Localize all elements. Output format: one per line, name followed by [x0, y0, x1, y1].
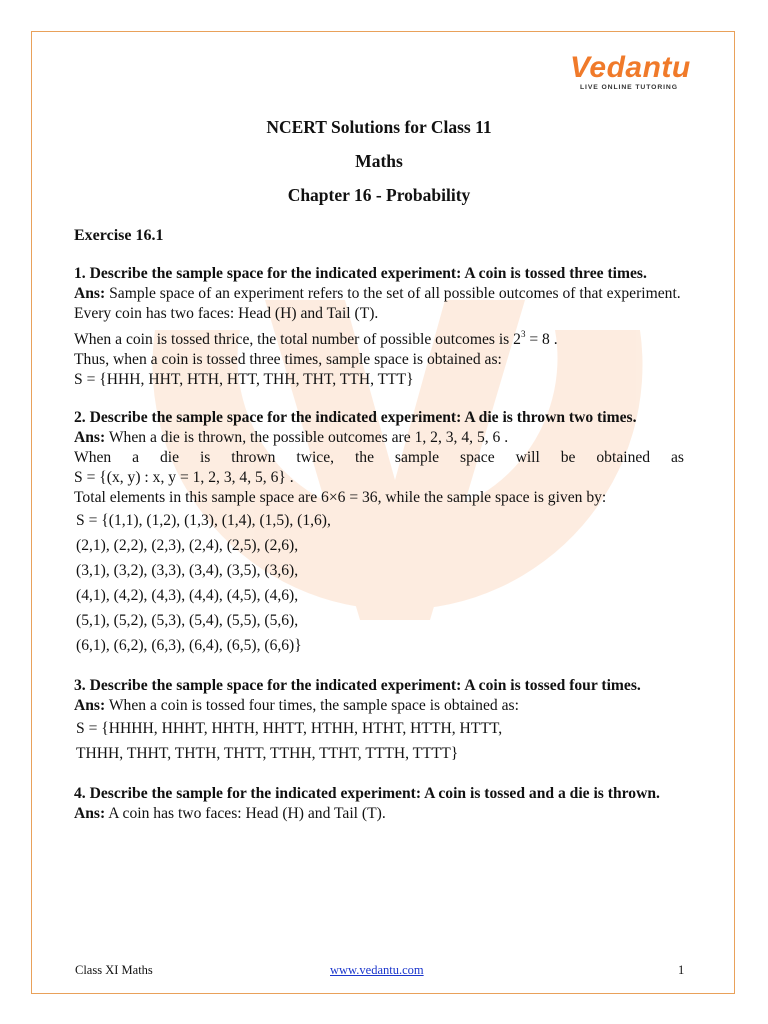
question-2: 2. Describe the sample space for the indicated experiment: A die is thrown two times.	[74, 409, 637, 426]
answer-3-text: When a coin is tossed four times, the sample space is obtained as:	[105, 697, 519, 714]
answer-1-text: Sample space of an experiment refers to the set of all possible outcomes of that experiment.	[105, 285, 681, 302]
answer-2-line4-end: , while the sample space is given by:	[377, 489, 607, 506]
exercise-heading: Exercise 16.1	[74, 227, 164, 244]
answer-1-sample-space: S = {HHH, HHT, HTH, HTT, THH, THT, TTH, TTT}	[74, 371, 414, 388]
power-result: = 8 .	[525, 331, 558, 348]
answer-1-line2: Every coin has two faces: Head (H) and Tail (T).	[74, 305, 379, 322]
document-body	[74, 116, 684, 824]
question-3: 3. Describe the sample space for the indicated experiment: A coin is tossed four times.	[74, 677, 641, 694]
sample-space-row: (6,1), (6,2), (6,3), (6,4), (6,5), (6,6)}	[76, 637, 302, 654]
logo-wordmark: Vedantu	[570, 51, 691, 84]
vedantu-logo	[570, 51, 691, 96]
logo-tagline: LIVE ONLINE TUTORING	[580, 84, 678, 91]
answer-2-set-definition: S = {(x, y) : x, y = 1, 2, 3, 4, 5, 6} .	[74, 469, 294, 486]
sample-space-row: (5,1), (5,2), (5,3), (5,4), (5,5), (5,6),	[76, 612, 299, 629]
subject-title: Maths	[355, 151, 403, 171]
ans-label: Ans:	[74, 805, 106, 822]
total-elements: 6×6 = 36	[321, 489, 378, 506]
question-1: 1. Describe the sample space for the indicated experiment: A coin is tossed three times.	[74, 265, 647, 282]
question-4: 4. Describe the sample for the indicated experiment: A coin is tossed and a die is thrown.	[74, 785, 660, 802]
sample-space-row: (4,1), (4,2), (4,3), (4,4), (4,5), (4,6),	[76, 587, 299, 604]
answer-4-intro	[74, 804, 684, 824]
power-base: 2	[513, 331, 521, 348]
answer-3-sample-space-row1: S = {HHHH, HHHT, HHTH, HHTT, HTHH, HTHT, HTTH, HTTT,	[76, 720, 503, 737]
answer-4-text: A coin has two faces: Head (H) and Tail (T).	[105, 805, 386, 822]
power-expression	[513, 331, 557, 348]
page-number: 1	[678, 963, 685, 977]
sample-space-row: (2,1), (2,2), (2,3), (2,4), (2,5), (2,6),	[76, 537, 299, 554]
footer-class-label: Class XI Maths	[75, 963, 153, 977]
answer-2-text: When a die is thrown, the possible outcomes are	[105, 429, 415, 446]
answer-1-line3	[74, 324, 684, 350]
ans-label: Ans:	[74, 285, 106, 302]
sample-space-row: S = {(1,1), (1,2), (1,3), (1,4), (1,5), (1,6),	[76, 512, 331, 529]
answer-2-sample-space	[74, 508, 684, 658]
footer-website-link[interactable]: www.vedantu.com	[330, 963, 424, 977]
answer-2-intro	[74, 428, 684, 448]
answer-3-intro	[74, 696, 684, 716]
ans-label: Ans:	[74, 429, 106, 446]
page-title: NCERT Solutions for Class 11	[266, 117, 492, 137]
answer-2-line4-text: Total elements in this sample space are	[74, 489, 322, 506]
answer-3-sample-space-row2: THHH, THHT, THTH, THTT, TTHH, TTHT, TTTH, TTTT}	[76, 745, 459, 762]
sample-space-row: (3,1), (3,2), (3,3), (3,4), (3,5), (3,6),	[76, 562, 299, 579]
answer-1-line4: Thus, when a coin is tossed three times, sample space is obtained as:	[74, 351, 502, 368]
power-exponent: 3	[520, 329, 526, 339]
ans-label: Ans:	[74, 697, 106, 714]
answer-1-intro	[74, 284, 684, 304]
chapter-title: Chapter 16 - Probability	[287, 185, 471, 205]
answer-2-period: .	[500, 429, 509, 446]
answer-1-line3-text: When a coin is tossed thrice, the total number of possible outcomes is	[74, 331, 514, 348]
answer-2-line2: When a die is thrown twice, the sample space will be obtained as	[74, 449, 684, 466]
answer-2-line4	[74, 488, 684, 508]
die-outcomes: 1, 2, 3, 4, 5, 6	[414, 429, 501, 446]
